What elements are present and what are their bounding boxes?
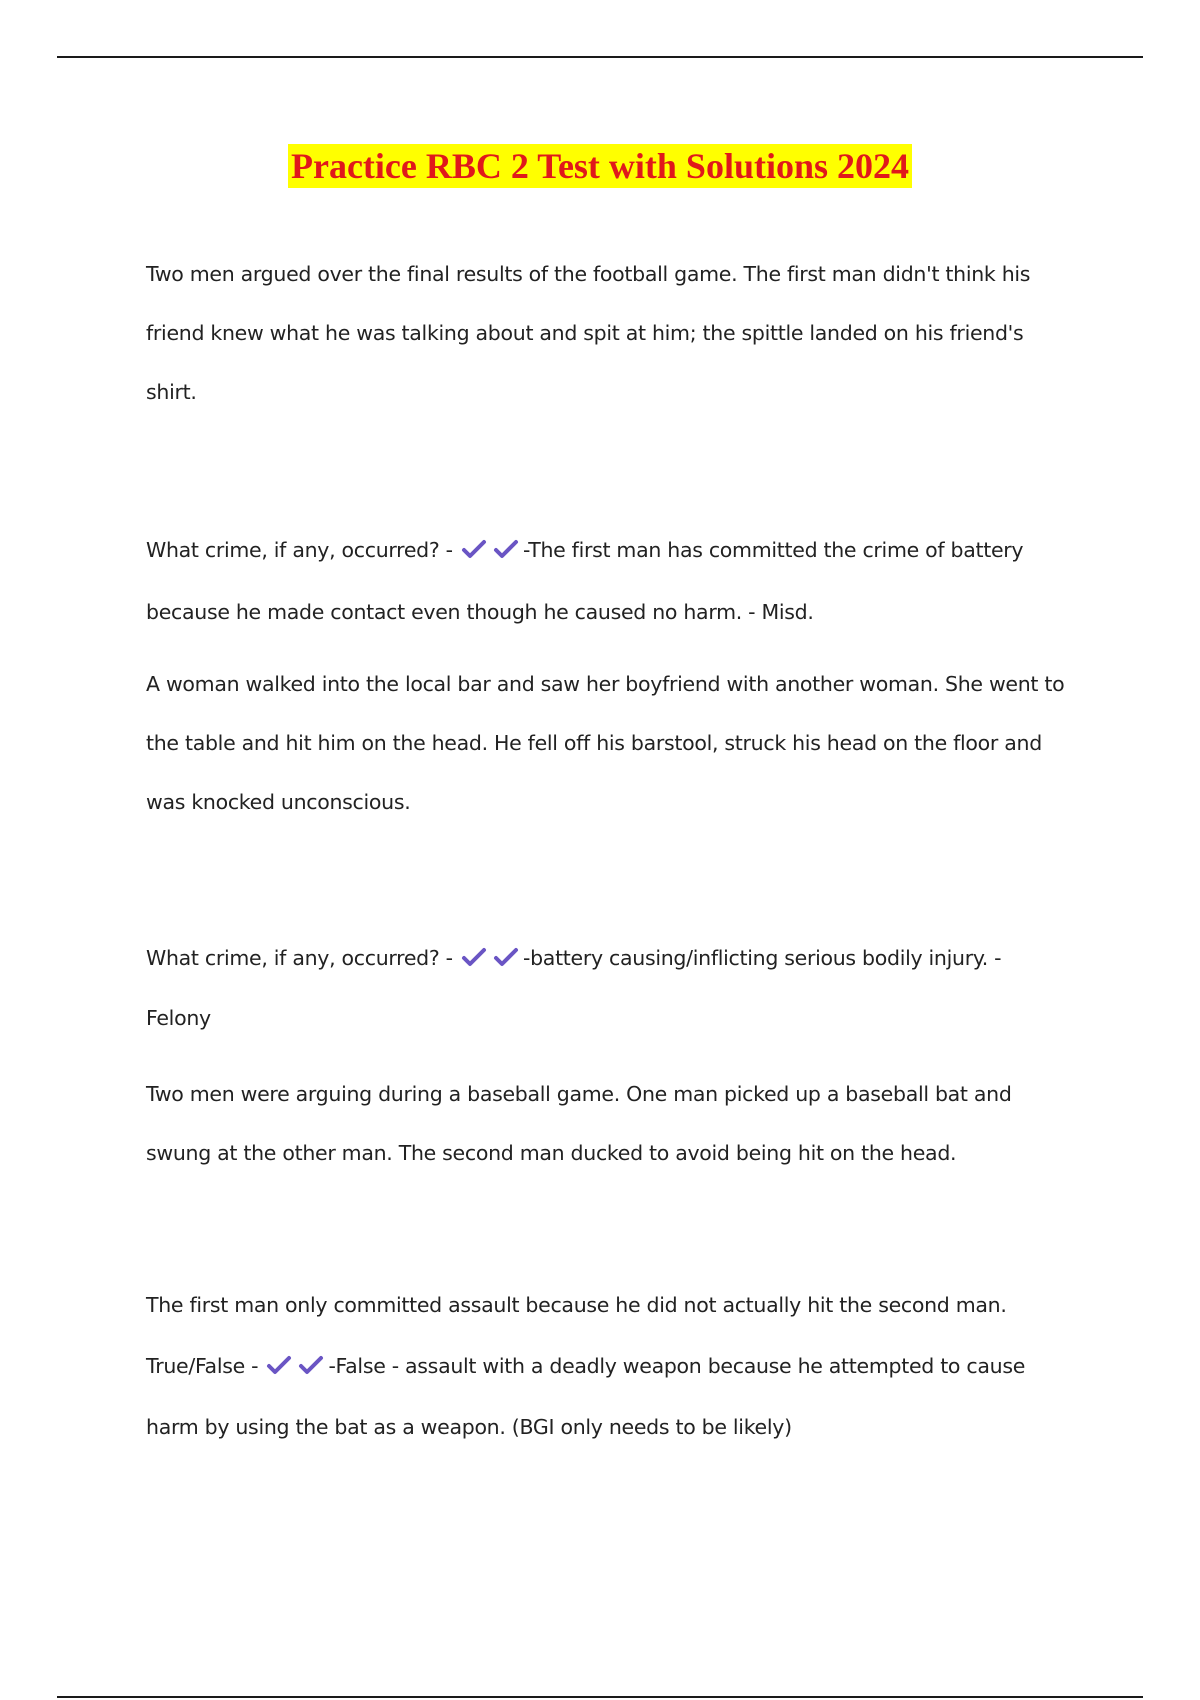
check-icon	[493, 538, 519, 560]
answer-line: Felony	[146, 1006, 211, 1030]
text-line: the table and hit him on the head. He fell off his barstool, struck his head on the floor and	[146, 731, 1042, 755]
text-line: Two men argued over the final results of the football game. The first man didn't think his	[146, 262, 1031, 286]
scenario-paragraph	[146, 245, 1096, 422]
bottom-rule	[57, 1696, 1143, 1698]
check-icon	[461, 538, 487, 560]
question-text: What crime, if any, occurred? -	[146, 946, 453, 970]
title-container	[0, 144, 1200, 188]
question-text: True/False -	[146, 1354, 259, 1378]
text-line: A woman walked into the local bar and saw her boyfriend with another woman. She went to	[146, 672, 1065, 696]
answer-text: -The first man has committed the crime of battery	[523, 538, 1024, 562]
answer-text: -battery causing/inflicting serious bodily injury. -	[523, 946, 1002, 970]
text-line: The first man only committed assault because he did not actually hit the second man.	[146, 1293, 1007, 1317]
text-line: shirt.	[146, 380, 197, 404]
question-answer	[146, 519, 1096, 643]
scenario-paragraph	[146, 655, 1096, 832]
question-line	[146, 519, 1096, 581]
text-line: swung at the other man. The second man ducked to avoid being hit on the head.	[146, 1141, 957, 1165]
check-icon	[298, 1354, 324, 1376]
question-line	[146, 1336, 1096, 1397]
answer-line: because he made contact even though he caused no harm. - Misd.	[146, 600, 814, 624]
check-icon	[266, 1354, 292, 1376]
text-line: was knocked unconscious.	[146, 790, 411, 814]
text-line: friend knew what he was talking about and spit at him; the spittle landed on his friend's	[146, 321, 1024, 345]
page-title: Practice RBC 2 Test with Solutions 2024	[288, 144, 912, 188]
check-icon	[461, 946, 487, 968]
answer-line: harm by using the bat as a weapon. (BGI only needs to be likely)	[146, 1415, 792, 1439]
question-answer	[146, 1275, 1096, 1458]
top-rule	[57, 56, 1143, 58]
check-icon	[493, 946, 519, 968]
question-line	[146, 928, 1096, 988]
scenario-paragraph	[146, 1065, 1096, 1183]
question-text: What crime, if any, occurred? -	[146, 538, 453, 562]
answer-text: -False - assault with a deadly weapon because he attempted to cause	[328, 1354, 1026, 1378]
text-line: Two men were arguing during a baseball game. One man picked up a baseball bat and	[146, 1082, 1012, 1106]
question-answer	[146, 928, 1096, 1048]
